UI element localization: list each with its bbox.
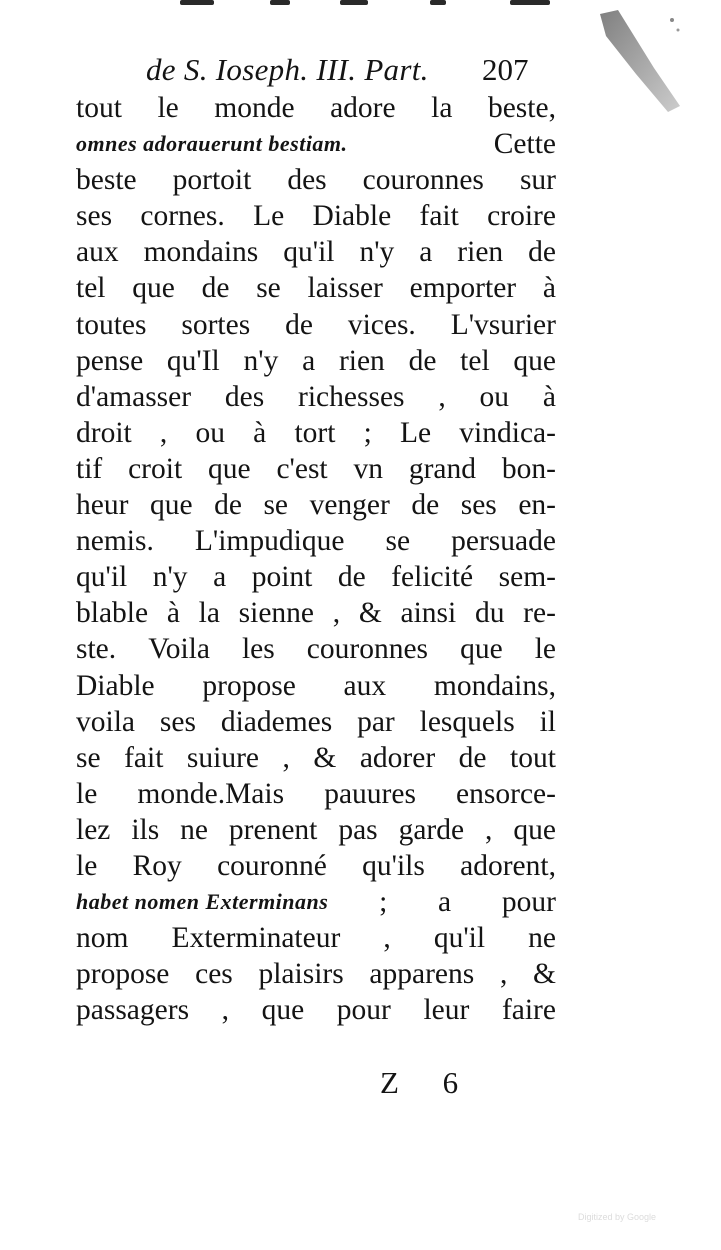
word: a xyxy=(419,236,433,269)
word: rien xyxy=(338,344,385,377)
word: vices. xyxy=(347,308,416,341)
word: en- xyxy=(518,489,556,522)
word: Diable xyxy=(312,200,392,233)
word: sortes xyxy=(181,308,251,341)
text-line xyxy=(76,415,556,451)
word: tout xyxy=(510,741,556,774)
text-line xyxy=(76,668,556,704)
word: adorent, xyxy=(460,849,556,882)
word: vindica- xyxy=(459,416,556,449)
word: des xyxy=(224,380,265,413)
text-line xyxy=(76,343,556,379)
word: & xyxy=(533,958,556,991)
word: à xyxy=(542,272,556,305)
digitization-watermark: Digitized by Google xyxy=(578,1212,657,1222)
word: portoit xyxy=(172,164,252,197)
word: ne xyxy=(180,813,208,846)
word: venger xyxy=(309,489,390,522)
text-line xyxy=(76,848,556,884)
word: de xyxy=(285,308,313,341)
margin-smudge xyxy=(596,8,686,128)
word: ainsi xyxy=(400,597,457,630)
word: couronné xyxy=(217,849,327,882)
word: cornes. xyxy=(140,200,225,233)
text-line xyxy=(76,162,556,198)
word: ensorce- xyxy=(456,777,556,810)
word: fait xyxy=(419,200,459,233)
word: ses xyxy=(460,489,497,522)
word: felicité xyxy=(391,561,474,594)
text-line xyxy=(76,884,556,920)
word: & xyxy=(358,597,382,630)
text-line xyxy=(76,992,556,1028)
text-line xyxy=(76,559,556,595)
signature-mark: Z 6 xyxy=(380,1065,477,1100)
word: propose xyxy=(76,958,170,991)
word: propose xyxy=(202,669,296,702)
word: suiure xyxy=(186,741,259,774)
word: adore xyxy=(330,92,396,124)
word: rien xyxy=(457,236,504,269)
word: a xyxy=(302,344,316,377)
text-line xyxy=(76,704,556,740)
word: point xyxy=(251,561,313,594)
word: pour xyxy=(501,886,556,919)
word: omnes adorauerunt bestiam. xyxy=(76,131,348,157)
text-line xyxy=(76,270,556,306)
word: a xyxy=(438,886,452,919)
word: ces xyxy=(195,958,233,991)
word: ; xyxy=(363,416,372,449)
word: tel xyxy=(460,344,490,377)
word: monde xyxy=(214,92,295,124)
word: Voila xyxy=(148,633,210,666)
word: que xyxy=(513,344,556,377)
word: à xyxy=(166,597,180,630)
word: L'vsurier xyxy=(450,308,556,341)
word: le xyxy=(157,92,179,124)
word: laisser xyxy=(307,272,383,305)
word: le xyxy=(76,849,98,882)
word: qu'il xyxy=(433,922,486,955)
word: re- xyxy=(523,597,556,630)
word: heur xyxy=(76,489,129,522)
word: Exterminateur xyxy=(171,922,341,955)
word: sur xyxy=(519,164,556,197)
word: n'y xyxy=(243,344,279,377)
word: vn xyxy=(353,452,383,485)
word: des xyxy=(287,164,327,197)
word: , xyxy=(485,813,493,846)
text-line xyxy=(76,379,556,415)
word: plaisirs xyxy=(258,958,344,991)
word: faire xyxy=(501,994,556,1027)
word: voila xyxy=(76,705,135,738)
word: bon- xyxy=(501,452,556,485)
word: à xyxy=(253,416,267,449)
word: n'y xyxy=(152,561,188,594)
word: prenent xyxy=(228,813,318,846)
word: , xyxy=(438,380,446,413)
word: passagers xyxy=(76,994,190,1027)
word: du xyxy=(474,597,505,630)
word: se xyxy=(385,525,411,558)
word: ses xyxy=(76,200,113,233)
text-line xyxy=(76,920,556,956)
text-line xyxy=(76,812,556,848)
word: Le xyxy=(399,416,432,449)
text-line xyxy=(76,631,556,667)
word: sem- xyxy=(498,561,556,594)
word: L'impudique xyxy=(194,525,345,558)
word: qu'il xyxy=(283,236,335,269)
word: , xyxy=(383,922,391,955)
word: que xyxy=(513,813,556,846)
word: de xyxy=(214,489,242,522)
word: tif xyxy=(76,452,103,485)
word: beste xyxy=(76,164,137,197)
word: de xyxy=(337,561,366,594)
word: se xyxy=(76,741,101,774)
word: il xyxy=(539,705,556,738)
word: le xyxy=(534,633,556,666)
word: , xyxy=(332,597,341,630)
word: apparens xyxy=(369,958,475,991)
cropped-previous-line xyxy=(180,0,560,8)
word: a xyxy=(213,561,227,594)
word: lesquels xyxy=(419,705,515,738)
word: Diable xyxy=(76,669,155,702)
word: tort xyxy=(294,416,336,449)
word: aux xyxy=(343,669,387,702)
word: de xyxy=(201,272,230,305)
word: Roy xyxy=(132,849,182,882)
word: ou xyxy=(195,416,225,449)
text-line xyxy=(76,740,556,776)
word: habet nomen Exterminans xyxy=(76,889,329,915)
word: ses xyxy=(159,705,196,738)
word: ; xyxy=(379,886,388,919)
word: qu'Il xyxy=(166,344,220,377)
word: se xyxy=(263,489,289,522)
word: , xyxy=(282,741,290,774)
word: la xyxy=(431,92,453,124)
text-line xyxy=(76,307,556,343)
word: de xyxy=(411,489,440,522)
word: se xyxy=(256,272,281,305)
word: d'amasser xyxy=(76,380,192,413)
word: aux xyxy=(76,236,119,269)
word: toutes xyxy=(76,308,147,341)
text-line xyxy=(76,523,556,559)
word: nemis. xyxy=(76,525,154,558)
word: fait xyxy=(124,741,164,774)
word: richesses xyxy=(298,380,405,413)
text-line xyxy=(76,776,556,812)
word: de xyxy=(408,344,437,377)
word: pas xyxy=(338,813,378,846)
word: ils xyxy=(131,813,160,846)
word: ne xyxy=(528,922,556,955)
text-line xyxy=(76,234,556,270)
word: croire xyxy=(487,200,556,233)
word: les xyxy=(241,633,275,666)
word: qu'ils xyxy=(362,849,425,882)
running-head: de S. Ioseph. III. Part. xyxy=(146,52,429,87)
word: mondains xyxy=(143,236,259,269)
word: que xyxy=(132,272,175,305)
text-line xyxy=(76,451,556,487)
word: pense xyxy=(76,344,144,377)
text-line xyxy=(76,595,556,631)
word: qu'il xyxy=(76,561,128,594)
word: que xyxy=(149,489,193,522)
body-text xyxy=(76,90,556,1028)
word: la xyxy=(198,597,220,630)
word: c'est xyxy=(276,452,328,485)
word: persuade xyxy=(451,525,556,558)
word: nom xyxy=(76,922,129,955)
word: couronnes xyxy=(306,633,429,666)
word: pour xyxy=(336,994,391,1027)
word: que xyxy=(460,633,503,666)
word: blable xyxy=(76,597,149,630)
word: monde.Mais xyxy=(137,777,285,810)
word: leur xyxy=(423,994,470,1027)
word: de xyxy=(458,741,487,774)
word: & xyxy=(313,741,337,774)
word: lez xyxy=(76,813,111,846)
word: , xyxy=(499,958,508,991)
word: , xyxy=(221,994,230,1027)
word: grand xyxy=(408,452,477,485)
word: croit xyxy=(128,452,183,485)
word: le xyxy=(76,777,98,810)
word: tout xyxy=(76,92,122,124)
word: droit xyxy=(76,416,132,449)
word: sienne xyxy=(238,597,315,630)
word: , xyxy=(159,416,168,449)
word: que xyxy=(208,452,251,485)
word: tel xyxy=(76,272,106,305)
word: garde xyxy=(398,813,465,846)
word: à xyxy=(542,380,556,413)
word: Le xyxy=(253,200,285,233)
word: par xyxy=(357,705,395,738)
word: emporter xyxy=(409,272,517,305)
word: couronnes xyxy=(362,164,484,197)
page-number: 207 xyxy=(482,52,529,87)
word: adorer xyxy=(359,741,436,774)
word: pauures xyxy=(324,777,416,810)
word: que xyxy=(261,994,305,1027)
text-line xyxy=(76,126,556,162)
text-line xyxy=(76,198,556,234)
text-line xyxy=(76,956,556,992)
word: Cette xyxy=(493,128,556,161)
word: beste, xyxy=(487,92,556,124)
word: diademes xyxy=(220,705,333,738)
text-line xyxy=(76,90,556,126)
word: mondains, xyxy=(433,669,556,702)
word: ste. xyxy=(76,633,117,666)
word: de xyxy=(528,236,556,269)
text-line xyxy=(76,487,556,523)
word: n'y xyxy=(359,236,395,269)
word: ou xyxy=(479,380,510,413)
